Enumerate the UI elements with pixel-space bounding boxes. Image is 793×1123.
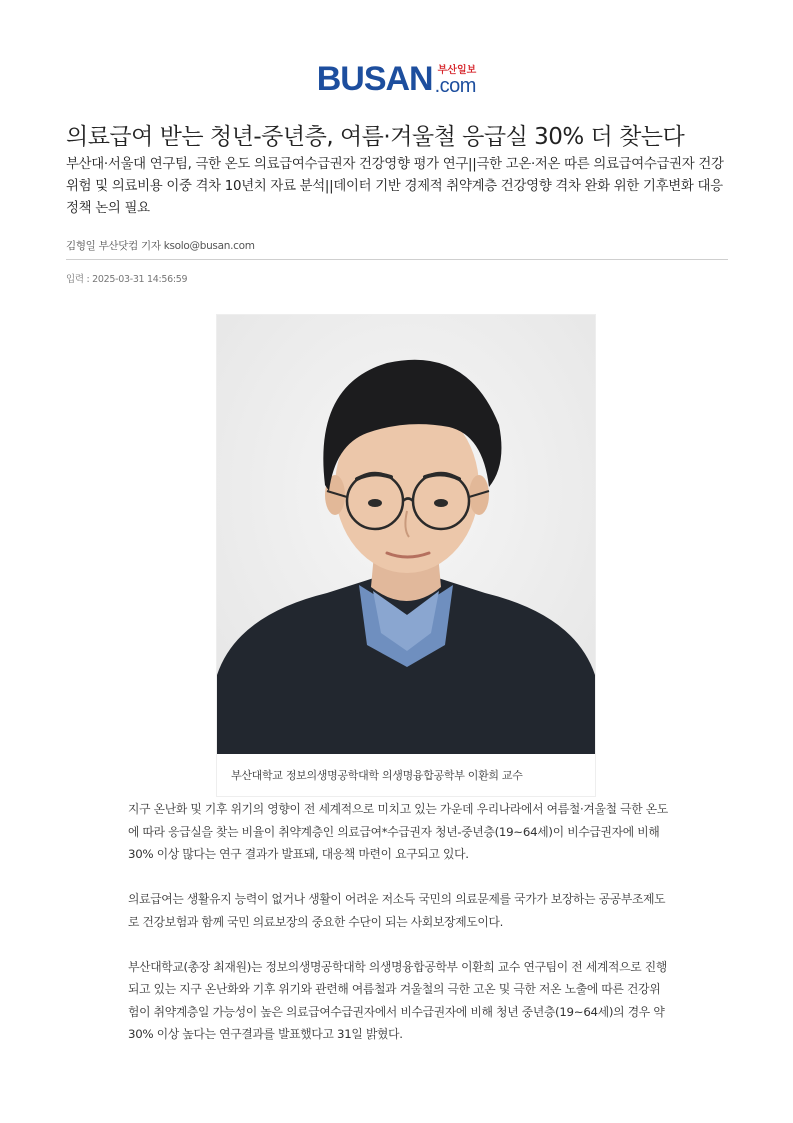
byline: 김형일 부산닷컴 기자 ksolo@busan.com <box>66 240 255 252</box>
portrait-photo[interactable] <box>217 315 595 754</box>
divider <box>66 259 728 260</box>
paragraph: 부산대학교(총장 최재원)는 정보의생명공학대학 의생명융합공학부 이환희 교수 연구팀이 전 세계적으로 진행되고 있는 지구 온난화와 기후 위기와 관련해 여름철과 겨울철의 극한 고온 및 극한 저온 노출에 따른 건강위험이 취약계층일 가능성이 높은 의료급여수급권자에서 비수급권자에 비해 청년 중년층(19~64세)의 경우 약 30% 이상 높다는 연구결과를 발표했다고 31일 밝혔다. <box>128 959 667 1041</box>
article-subtitle: 부산대·서울대 연구팀, 극한 온도 의료급여수급권자 건강영향 평가 연구||극한 고온·저온 따른 의료급여수급권자 건강 위험 및 의료비용 이중 격차 10년치 자료 분석||데이터 기반 경제적 취약계층 건강영향 격차 완화 위한 기후변화 대응 정책 논의 필요 <box>66 157 724 216</box>
photo-figure <box>216 314 596 797</box>
paragraph: 의료급여는 생활유지 능력이 없거나 생활이 어려운 저소득 국민의 의료문제를 국가가 보장하는 공공부조제도로 건강보험과 함께 국민 의료보장의 중요한 수단이 되는 사회보장제도이다. <box>128 892 666 929</box>
article-body <box>128 798 668 1068</box>
portrait-illustration <box>217 315 595 754</box>
paragraph: 지구 온난화 및 기후 위기의 영향이 전 세계적으로 미치고 있는 가운데 우리나라에서 여름철·겨울철 극한 온도에 따라 응급실을 찾는 비율이 취약계층인 의료급여*수급권자 청년-중년층(19~64세)이 비수급권자에 비해 30% 이상 많다는 연구 결과가 발표돼, 대응책 마련이 요구되고 있다. <box>128 802 668 861</box>
logo-suffix: .com <box>434 75 476 97</box>
article-title: 의료급여 받는 청년-중년층, 여름·겨울철 응급실 30% 더 찾는다 <box>66 124 685 150</box>
logo-wordmark: BUSAN <box>316 60 433 98</box>
logo-korean-text: 부산일보 <box>437 65 477 76</box>
published-date: 입력 : 2025-03-31 14:56:59 <box>66 274 188 285</box>
photo-caption: 부산대학교 정보의생명공학대학 의생명융합공학부 이환희 교수 <box>231 769 523 782</box>
site-logo[interactable] <box>0 62 793 96</box>
